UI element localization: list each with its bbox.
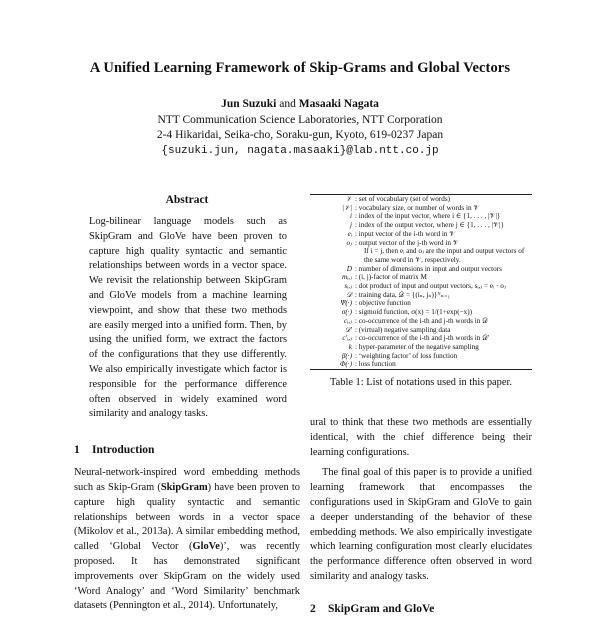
notation-row <box>310 308 532 317</box>
affiliation: NTT Communication Science Laboratories, NTT Corporation <box>157 113 443 126</box>
notation-description: If i = j, then eᵢ and oⱼ are the input and output vectors of the same word in 𝒱, respectively. <box>364 247 525 264</box>
notation-symbol: D <box>346 264 352 273</box>
notation-symbol: 𝒟 <box>346 290 352 299</box>
notation-description: : (virtual) negative sampling data <box>355 325 451 334</box>
notation-symbol: Φ(·) <box>339 360 352 369</box>
notation-table <box>310 194 532 370</box>
notation-row <box>310 282 532 291</box>
section-2-number: 2 <box>310 602 316 615</box>
notation-symbol: c′ᵢ,ⱼ <box>342 334 352 343</box>
notation-description: : co-occurrence of the i-th and j-th words in 𝒟 <box>355 316 488 325</box>
table-caption: Table 1: List of notations used in this paper. <box>330 377 512 389</box>
abstract-heading: Abstract <box>165 194 209 206</box>
intro-text-c: )’, was recently proposed. It has demonstrated significant improvements over SkipGram on the widely used ‘Word Analogy’ and ‘Word Similarity’ benchmark datasets (Pennington et al., 2014). Unfortunately, <box>74 541 300 612</box>
notation-description: : training data, 𝒟 = {(iₙ, jₙ)}ᴺₙ₌₁ <box>355 290 451 299</box>
notation-row <box>310 334 532 343</box>
notation-symbol: sᵢ,ⱼ <box>344 282 352 291</box>
notation-row <box>310 326 532 335</box>
intro-term-skipgram: SkipGram <box>160 481 208 493</box>
notation-row <box>310 239 532 248</box>
left-column <box>74 194 300 614</box>
notation-description: : loss function <box>355 360 396 369</box>
notation-symbol: |𝒱| <box>342 203 352 212</box>
notation-row <box>310 273 532 282</box>
author-1: Jun Suzuki <box>221 98 277 110</box>
notation-description: : hyper-parameter of the negative sampling <box>355 342 479 351</box>
address: 2-4 Hikaridai, Seika-cho, Soraku-gun, Kyoto, 619-0237 Japan <box>156 129 444 141</box>
abstract-text: Log-bilinear language models such as SkipGram and GloVe have been proven to capture high quality syntactic and semantic relationships between words in a vector space. We revisit the relationship between SkipGram and GloVe models from a machine learning viewpoint, and show that these two methods are easily merged into a unified form. Then, by using the unified form, we extract the factors of the configurations that they use differently. We also empirically investigate which factor is responsible for the performance difference often observed in widely examined word similarity and analogy tasks. <box>89 216 287 420</box>
notation-description: : co-occurrence of the i-th and j-th words in 𝒟′ <box>355 334 490 343</box>
author-conjunction: and <box>279 98 296 110</box>
author-block <box>0 97 600 159</box>
notation-row <box>310 343 532 352</box>
notation-description: : set of vocabulary (set of words) <box>355 195 451 203</box>
notation-row <box>310 221 532 230</box>
notation-row <box>310 291 532 300</box>
notation-symbol: Ψ(·) <box>340 299 352 308</box>
paper-title: A Unified Learning Framework of Skip-Grams and Global Vectors <box>89 60 511 76</box>
right-column <box>310 194 532 625</box>
abstract-body <box>74 215 300 422</box>
notation-row <box>310 247 532 264</box>
notation-row <box>310 195 532 204</box>
notation-row <box>310 360 532 369</box>
section-1-number: 1 <box>74 444 80 457</box>
section-1-heading <box>74 444 300 456</box>
email: {suzuki.jun, nagata.masaaki}@lab.ntt.co.jp <box>161 144 439 157</box>
intro-paragraph-2: The final goal of this paper is to provide a unified learning framework that encompasses the configurations used in SkipGram and GloVe to gain a deeper understanding of the behavior of these embedding methods. We also empirically investigate which learning configuration most clearly elucidates the performance difference often observed in word similarity and analogy tasks. <box>310 467 532 583</box>
notation-symbol: σ(·) <box>341 308 352 317</box>
notation-table-body <box>310 195 532 370</box>
notation-description: : number of dimensions in input and output vectors <box>355 264 502 273</box>
notation-symbol: k <box>348 342 352 351</box>
notation-description: : sigmoid function, σ(x) = 1/(1+exp(−x)) <box>355 308 473 317</box>
notation-description: : output vector of the j-th word in 𝒱 <box>355 238 459 247</box>
author-2: Masaaki Nagata <box>298 98 379 110</box>
section-2-title: SkipGram and GloVe <box>328 602 435 615</box>
intro-continuation: ural to think that these two methods are essentially identical, with the chief difference being their learning configurations. <box>310 417 532 458</box>
notation-description: : ‘weighting factor’ of loss function <box>355 351 458 360</box>
author-names <box>0 97 600 113</box>
notation-row <box>310 265 532 274</box>
section-1-title: Introduction <box>92 444 155 457</box>
notation-description: : index of the input vector, where i ∈ {1, . . . , |𝒱|} <box>355 212 501 221</box>
notation-symbol: 𝒟′ <box>344 325 352 334</box>
notation-row <box>310 204 532 213</box>
notation-description: : (i, j)-factor of matrix M <box>355 273 427 282</box>
section-2-heading <box>310 603 532 615</box>
notation-symbol: eᵢ <box>347 229 352 238</box>
notation-row <box>310 299 532 308</box>
intro-term-glove: GloVe <box>192 541 220 553</box>
notation-symbol: 𝒱 <box>346 195 352 203</box>
notation-symbol: cᵢ,ⱼ <box>343 316 352 325</box>
notation-description: : vocabulary size, or number of words in 𝒱 <box>355 203 480 212</box>
intro-paragraph <box>74 466 300 614</box>
notation-symbol: β(·) <box>341 351 352 360</box>
notation-description: : input vector of the i-th word in 𝒱 <box>355 229 456 238</box>
notation-symbol: i <box>350 212 352 221</box>
notation-symbol <box>310 247 354 264</box>
notation-description: : dot product of input and output vectors, sᵢ,ⱼ = eᵢ · oⱼ <box>355 282 506 291</box>
notation-row <box>310 212 532 221</box>
notation-row <box>310 352 532 361</box>
intro-text-a: Neural-network-inspired word embedding methods such as Skip-Gram ( <box>74 467 300 493</box>
notation-description: : index of the output vector, where j ∈ {1, . . . , |𝒱|} <box>355 221 504 230</box>
intro-text-b: ) have been proven to capture high quality syntactic and semantic relationships between words in a vector space (Mikolov et al., 2013a). A similar embedding method, called ‘Global Vector ( <box>74 481 300 553</box>
notation-symbol: oⱼ <box>346 238 352 247</box>
notation-description: : objective function <box>355 299 411 308</box>
notation-row <box>310 230 532 239</box>
notation-symbol: j <box>350 221 352 230</box>
notation-symbol: mᵢ,ⱼ <box>341 273 352 282</box>
notation-row <box>310 317 532 326</box>
